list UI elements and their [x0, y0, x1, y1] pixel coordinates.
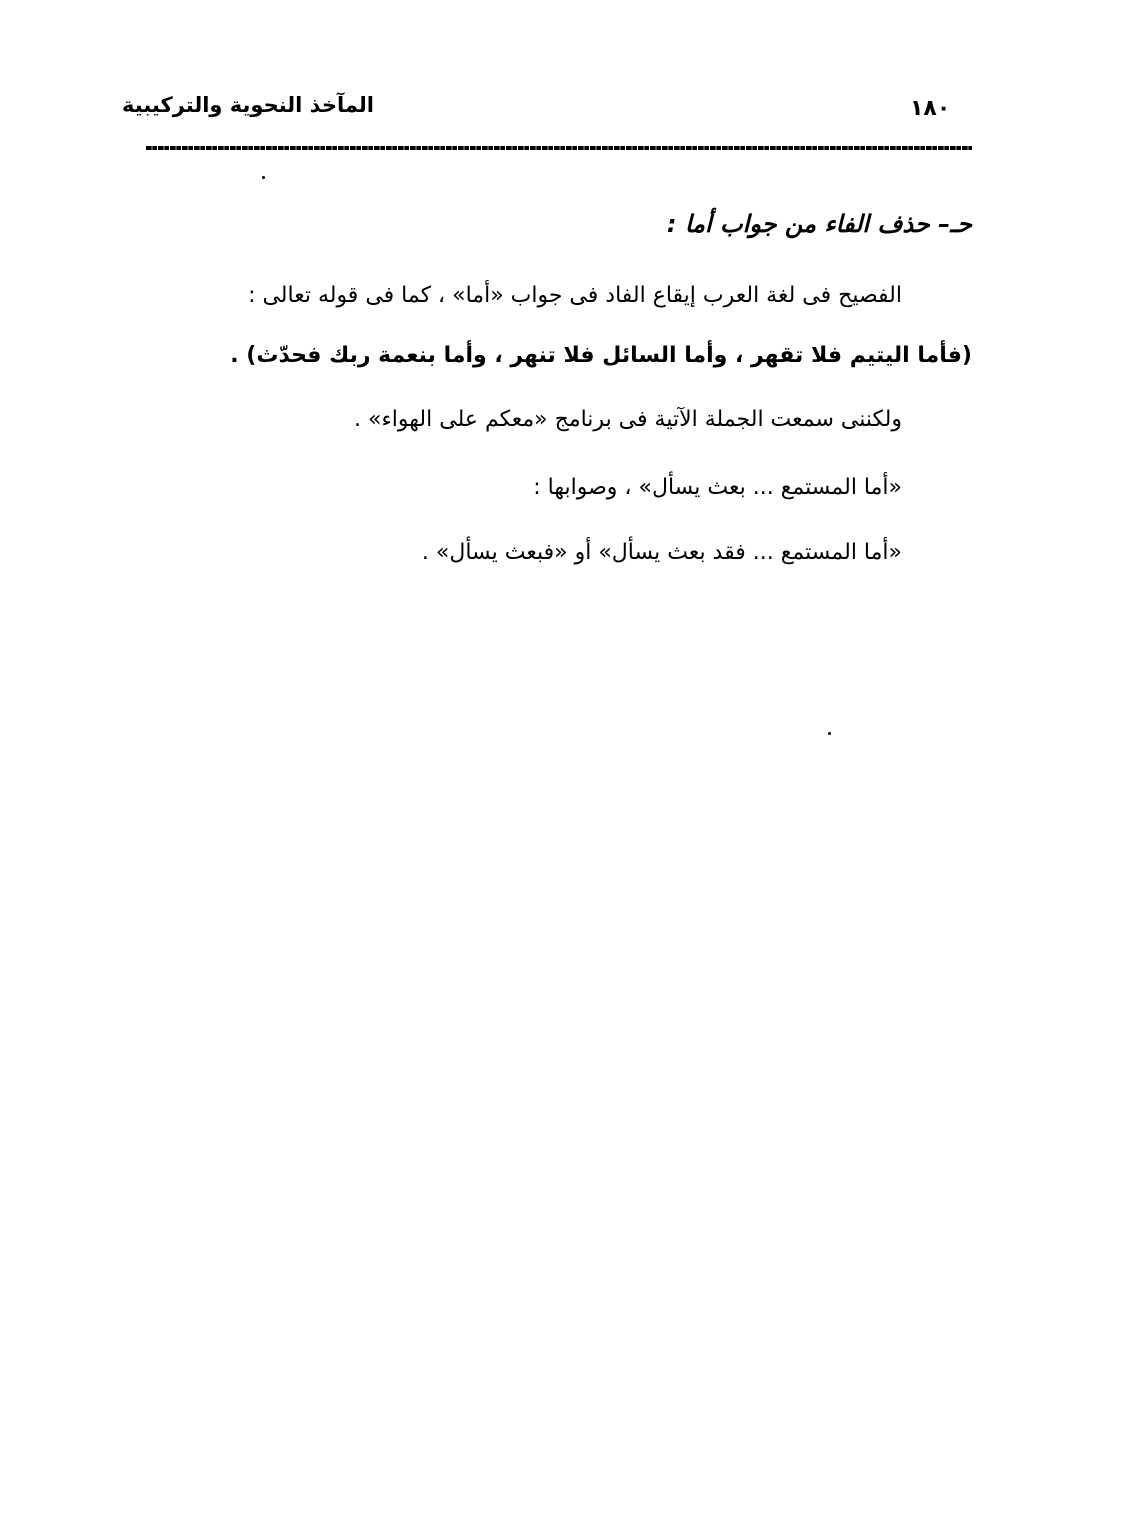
page-number: ١٨٠ — [910, 96, 951, 121]
paragraph-line: «أما المستمع ... بعث يسأل» ، وصوابها : — [533, 475, 902, 500]
scan-speck — [262, 176, 265, 179]
header-title: المآخذ النحوية والتركيبية — [122, 93, 374, 117]
scan-speck — [828, 732, 831, 735]
paragraph-line: ولكننى سمعت الجملة الآتية فى برنامج «معكم على الهواء» . — [354, 407, 902, 432]
paragraph-line: «أما المستمع ... فقد بعث يسأل» أو «فبعث يسأل» . — [421, 540, 902, 565]
section-heading: حـ– حذف الفاء من جواب أما : — [666, 210, 972, 238]
header-divider — [146, 146, 972, 150]
paragraph-line: الفصيح فى لغة العرب إيقاع الفاد فى جواب «أما» ، كما فى قوله تعالى : — [248, 283, 902, 308]
quran-quote: (فأما اليتيم فلا تقهر ، وأما السائل فلا تنهر ، وأما بنعمة ربك فحدّث) . — [230, 343, 972, 368]
